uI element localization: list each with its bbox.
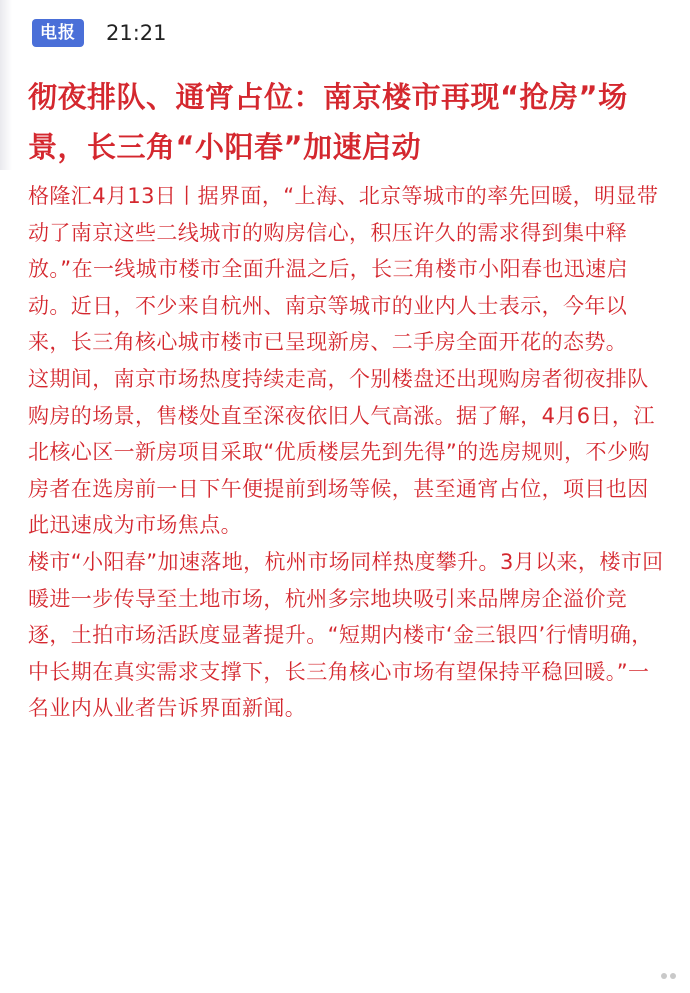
article-paragraph: 楼市“小阳春”加速落地，杭州市场同样热度攀升。3月以来，楼市回暖进一步传导至土地市场，杭州多宗地块吸引来品牌房企溢价竞逐，土拍市场活跃度显著提升。“短期内楼市‘金三银四’行情明确，中长期在真实需求支撑下，长三角核心市场有望保持平稳回暖。”一名业内从业者告诉界面新闻。 — [28, 549, 664, 721]
publish-time: 21:21 — [106, 21, 167, 45]
telegraph-badge: 电报 — [32, 19, 84, 47]
article-paragraph: 这期间，南京市场热度持续走高，个别楼盘还出现购房者彻夜排队购房的场景，售楼处直至深夜依旧人气高涨。据了解，4月6日，江北核心区一新房项目采取“优质楼层先到先得”的选房规则，不少购房者在选房前一日下午便提前到场等候，甚至通宵占位，项目也因此迅速成为市场焦点。 — [28, 366, 655, 538]
article-title: 彻夜排队、通宵占位：南京楼市再现“抢房”场景，长三角“小阳春”加速启动 — [28, 80, 628, 164]
left-edge-shadow — [0, 0, 12, 170]
news-header — [32, 16, 167, 50]
watermark-icon — [661, 973, 676, 979]
article-body — [28, 178, 664, 727]
article-paragraph: 格隆汇4月13日丨据界面，“上海、北京等城市的率先回暖，明显带动了南京这些二线城市的购房信心，积压许久的需求得到集中释放。”在一线城市楼市全面升温之后，长三角楼市小阳春也迅速启动。近日，不少来自杭州、南京等城市的业内人士表示，今年以来，长三角核心城市楼市已呈现新房、二手房全面开花的态势。 — [28, 184, 659, 355]
